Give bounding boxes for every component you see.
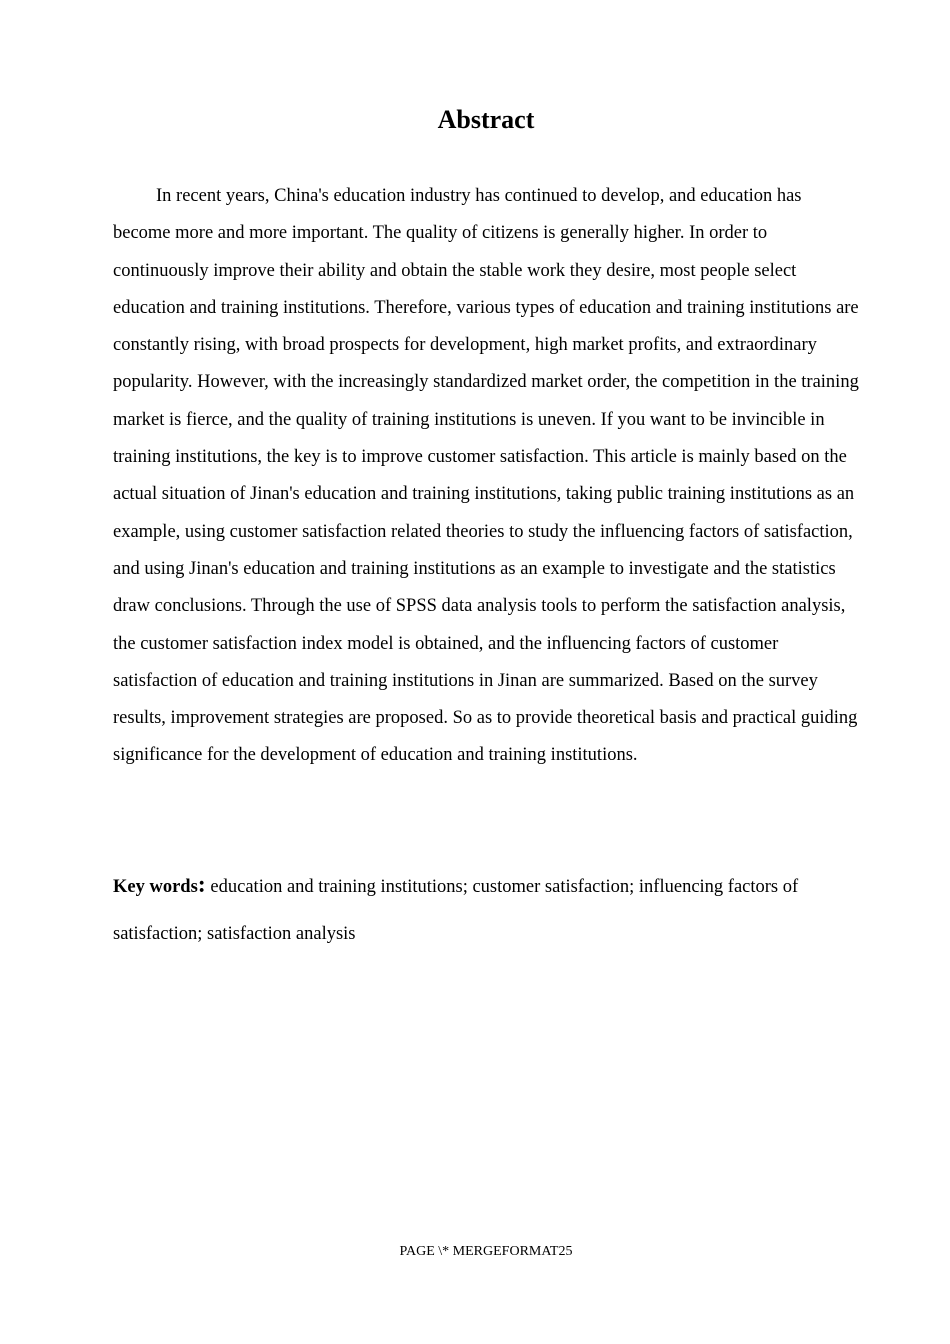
keywords-text: education and training institutions; customer satisfaction; influencing factors of satisfaction; satisfaction analysis (113, 877, 799, 944)
keywords-label: Key words (113, 877, 198, 897)
keywords-colon: : (197, 872, 206, 898)
keywords-section (113, 862, 861, 958)
page-title: Abstract (437, 105, 535, 134)
page-footer: PAGE \* MERGEFORMAT25 (399, 1244, 573, 1259)
abstract-paragraph: In recent years, China's education industry has continued to develop, and education has become more and more important. The quality of citizens is generally higher. In order to continuously improve their ability and obtain the stable work they desire, most people select education and training institutions. Therefore, various types of education and training institutions are constantly rising, with broad prospects for development, high market profits, and extraordinary popularity. However, with the increasingly standardized market order, the competition in the training market is fierce, and the quality of training institutions is uneven. If you want to be invincible in training institutions, the key is to improve customer satisfaction. This article is mainly based on the actual situation of Jinan's education and training institutions, taking public training institutions as an example, using customer satisfaction related theories to study the influencing factors of satisfaction, and using Jinan's education and training institutions as an example to investigate and the statistics draw conclusions. Through the use of SPSS data analysis tools to perform the satisfaction analysis, the customer satisfaction index model is obtained, and the influencing factors of customer satisfaction of education and training institutions in Jinan are summarized. Based on the survey results, improvement strategies are proposed. So as to provide theoretical basis and practical guiding significance for the development of education and training institutions. (113, 186, 859, 766)
